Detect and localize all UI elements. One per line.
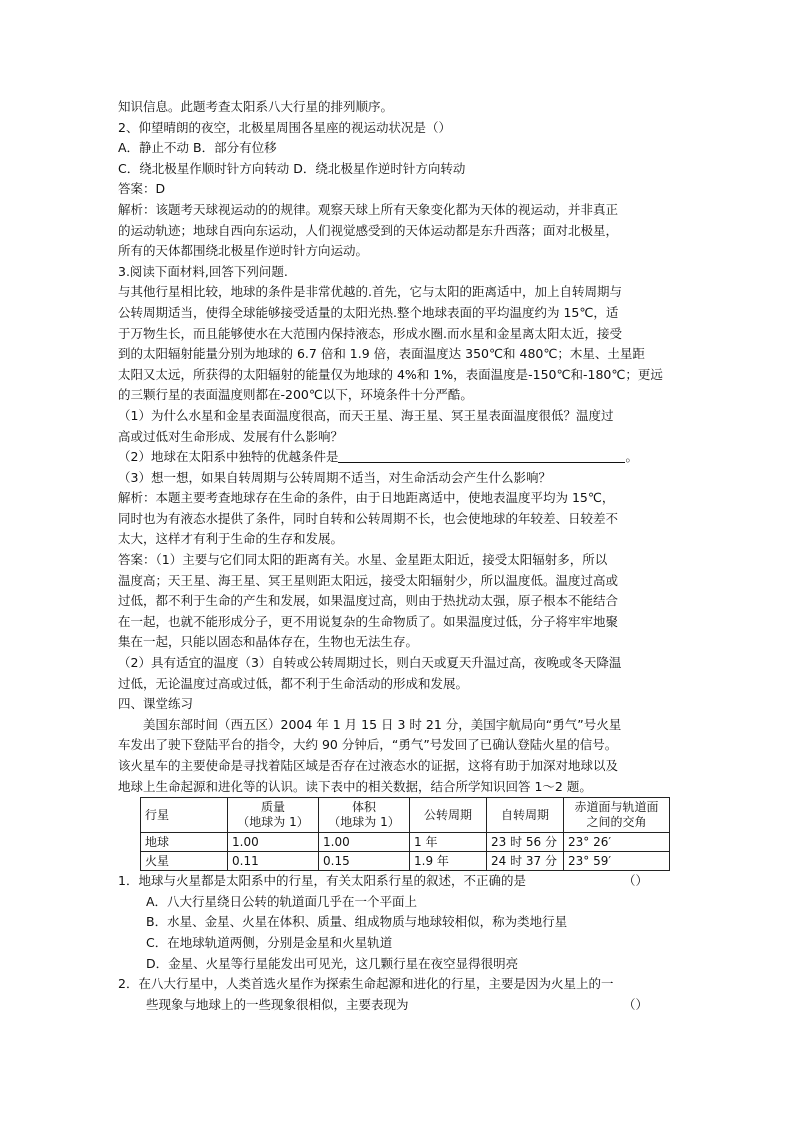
fill-blank-line (118, 447, 680, 468)
text-line: 车发出了驶下登陆平台的指令，大约 90 分钟后，“勇气”号发回了已确认登陆火星的信号。 (118, 737, 618, 753)
text-line: 地球上生命起源和进化等的认识。读下表中的相关数据，结合所学知识回答 1～2 题。 (118, 778, 592, 794)
table-cell: 23 时 56 分 (487, 833, 564, 852)
text-line: 解析：本题主要考查地球存在生命的条件，由于日地距离适中，使地表温度平均为 15℃， (118, 490, 615, 506)
question-text: 些现象与地球上的一些现象很相似，主要表现为 (146, 996, 409, 1012)
planet-data-table (140, 797, 670, 871)
text-line: 在一起，也就不能形成分子，更不用说复杂的生命物质了。如果温度过低，分子将牢牢地聚 (118, 613, 619, 629)
text-line: 公转周期适当，使得全球能够接受适量的太阳光热.整个地球表面的平均温度约为 15℃，适 (118, 304, 619, 320)
table-cell: 0.11 (228, 852, 319, 871)
table-row (141, 852, 670, 871)
option-line: A．静止不动 B．部分有位移 (118, 140, 277, 156)
table-cell: 1.9 年 (410, 852, 487, 871)
table-header-cell: 赤道面与轨道面 之间的交角 (564, 798, 670, 833)
text-span: （2）地球在太阳系中独特的优越条件是 (118, 449, 339, 465)
text-line: 高或过低对生命形成、发展有什么影响？ (118, 428, 344, 444)
text-line: 与其他行星相比较，地球的条件是非常优越的.首先，它与太阳的距离适中，加上自转周期与 (118, 284, 622, 300)
text-line: 的运动轨迹；地球自西向东运动，人们视觉感受到的天体运动都是东升西落；面对北极星， (118, 222, 619, 238)
table-header-cell: 公转周期 (410, 798, 487, 833)
table-row (141, 833, 670, 852)
text-line: 的三颗行星的表面温度则都在-200℃以下，环境条件十分严酷。 (118, 387, 473, 403)
text-line: 该火星车的主要使命是寻找着陆区域是否存在过液态水的证据，这将有助于加深对地球以及 (118, 758, 619, 773)
text-line: 美国东部时间（西五区）2004 年 1 月 15 日 3 时 21 分，美国宇航局向“勇气”号火星 (143, 716, 622, 732)
document-page (118, 97, 680, 1015)
option-d: D．金星、火星等行星能发出可见光，这几颗行星在夜空显得很明亮 (146, 955, 519, 971)
exercise-question-1 (118, 871, 680, 892)
answer-paren: （） (623, 996, 649, 1012)
text-line: （1）为什么水星和金星表面温度很高，而天王星、海王星、冥王星表面温度很低？温度过 (118, 407, 614, 423)
table-header-cell: 行星 (141, 798, 228, 833)
text-line: 解析：该题考天球视运动的的规律。观察天球上所有天象变化都为天体的视运动，并非真正 (118, 201, 619, 217)
text-line: 过低，都不利于生命的产生和发展，如果温度过高，则由于热扰动太强，原子根本不能结合 (118, 593, 619, 609)
option-b: B．水星、金星、火星在体积、质量、组成物质与地球较相似，称为类地行星 (146, 914, 568, 930)
text-line: 到的太阳辐射能量分别为地球的 6.7 倍和 1.9 倍，表面温度达 350℃和 480℃；木星、土星距 (118, 346, 645, 362)
question-text: 1．地球与火星都是太阳系中的行星，有关太阳系行星的叙述，不正确的是 (118, 873, 526, 889)
text-line: 温度高；天王星、海王星、冥王星则距太阳远，接受太阳辐射少，所以温度低。温度过高或 (118, 572, 619, 588)
table-cell: 1.00 (228, 833, 319, 852)
table-cell: 24 时 37 分 (487, 852, 564, 871)
text-line: 太大，这样才有利于生命的生存和发展。 (118, 531, 344, 547)
exercise-question-2: 2．在八大行星中，人类首选火星作为探索生命起源和进化的行星，主要是因为火星上的一 (118, 976, 614, 992)
text-line: 知识信息。此题考查太阳系八大行星的排列顺序。 (118, 99, 394, 114)
question-3: 3.阅读下面材料,回答下列问题. (118, 263, 288, 279)
table-cell: 地球 (141, 833, 228, 852)
table-header-cell: 质量 （地球为 1） (228, 798, 319, 833)
table-cell: 23° 26′ (564, 833, 670, 852)
table-cell: 0.15 (319, 852, 410, 871)
text-span: 。 (625, 449, 638, 465)
answer-blank[interactable] (338, 448, 625, 463)
option-c: C．在地球轨道两侧，分别是金星和火星轨道 (146, 934, 393, 950)
text-line: 过低，无论温度过高或过低，都不利于生命活动的形成和发展。 (118, 675, 469, 691)
option-a: A．八大行星绕日公转的轨道面几乎在一个平面上 (146, 893, 418, 909)
table-header-cell: 体积 （地球为 1） (319, 798, 410, 833)
table-cell: 1.00 (319, 833, 410, 852)
table-cell: 火星 (141, 852, 228, 871)
text-line: （3）想一想，如果自转周期与公转周期不适当，对生命活动会产生什么影响？ (118, 469, 551, 485)
table-cell: 1 年 (410, 833, 487, 852)
text-line: 集在一起，只能以固态和晶体存在，生物也无法生存。 (118, 634, 419, 650)
text-line: 所有的天体都围绕北极星作逆时针方向运动。 (118, 243, 369, 259)
option-line: C．绕北极星作顺时针方向转动 D．绕北极星作逆时针方向转动 (118, 160, 466, 176)
answer-line: 答案：（1）主要与它们同太阳的距离有关。水星、金星距太阳近，接受太阳辐射多，所以 (118, 552, 608, 568)
text-line: （2）具有适宜的温度（3）自转或公转周期过长，则白天或夏天升温过高，夜晚或冬天降温 (118, 655, 622, 671)
table-header-cell: 自转周期 (487, 798, 564, 833)
exercise-question-2-cont (118, 995, 680, 1016)
answer-line: 答案：D (118, 181, 166, 197)
text-line: 太阳又太远，所获得的太阳辐射的能量仅为地球的 4%和 1%，表面温度是-150℃和-180℃；更远 (118, 366, 663, 382)
text-line: 于万物生长，而且能够使水在大范围内保持液态，形成水圈.而水星和金星离太阳太近，接受 (118, 325, 622, 341)
section-heading: 四、课堂练习 (118, 696, 194, 712)
table-header-row (141, 798, 670, 833)
question-2: 2、仰望晴朗的夜空，北极星周围各星座的视运动状况是（） (118, 119, 451, 135)
text-line: 同时也为有液态水提供了条件，同时自转和公转周期不长，也会使地球的年较差、日较差不 (118, 510, 619, 526)
table-cell: 23° 59′ (564, 852, 670, 871)
answer-paren: （） (623, 873, 649, 889)
